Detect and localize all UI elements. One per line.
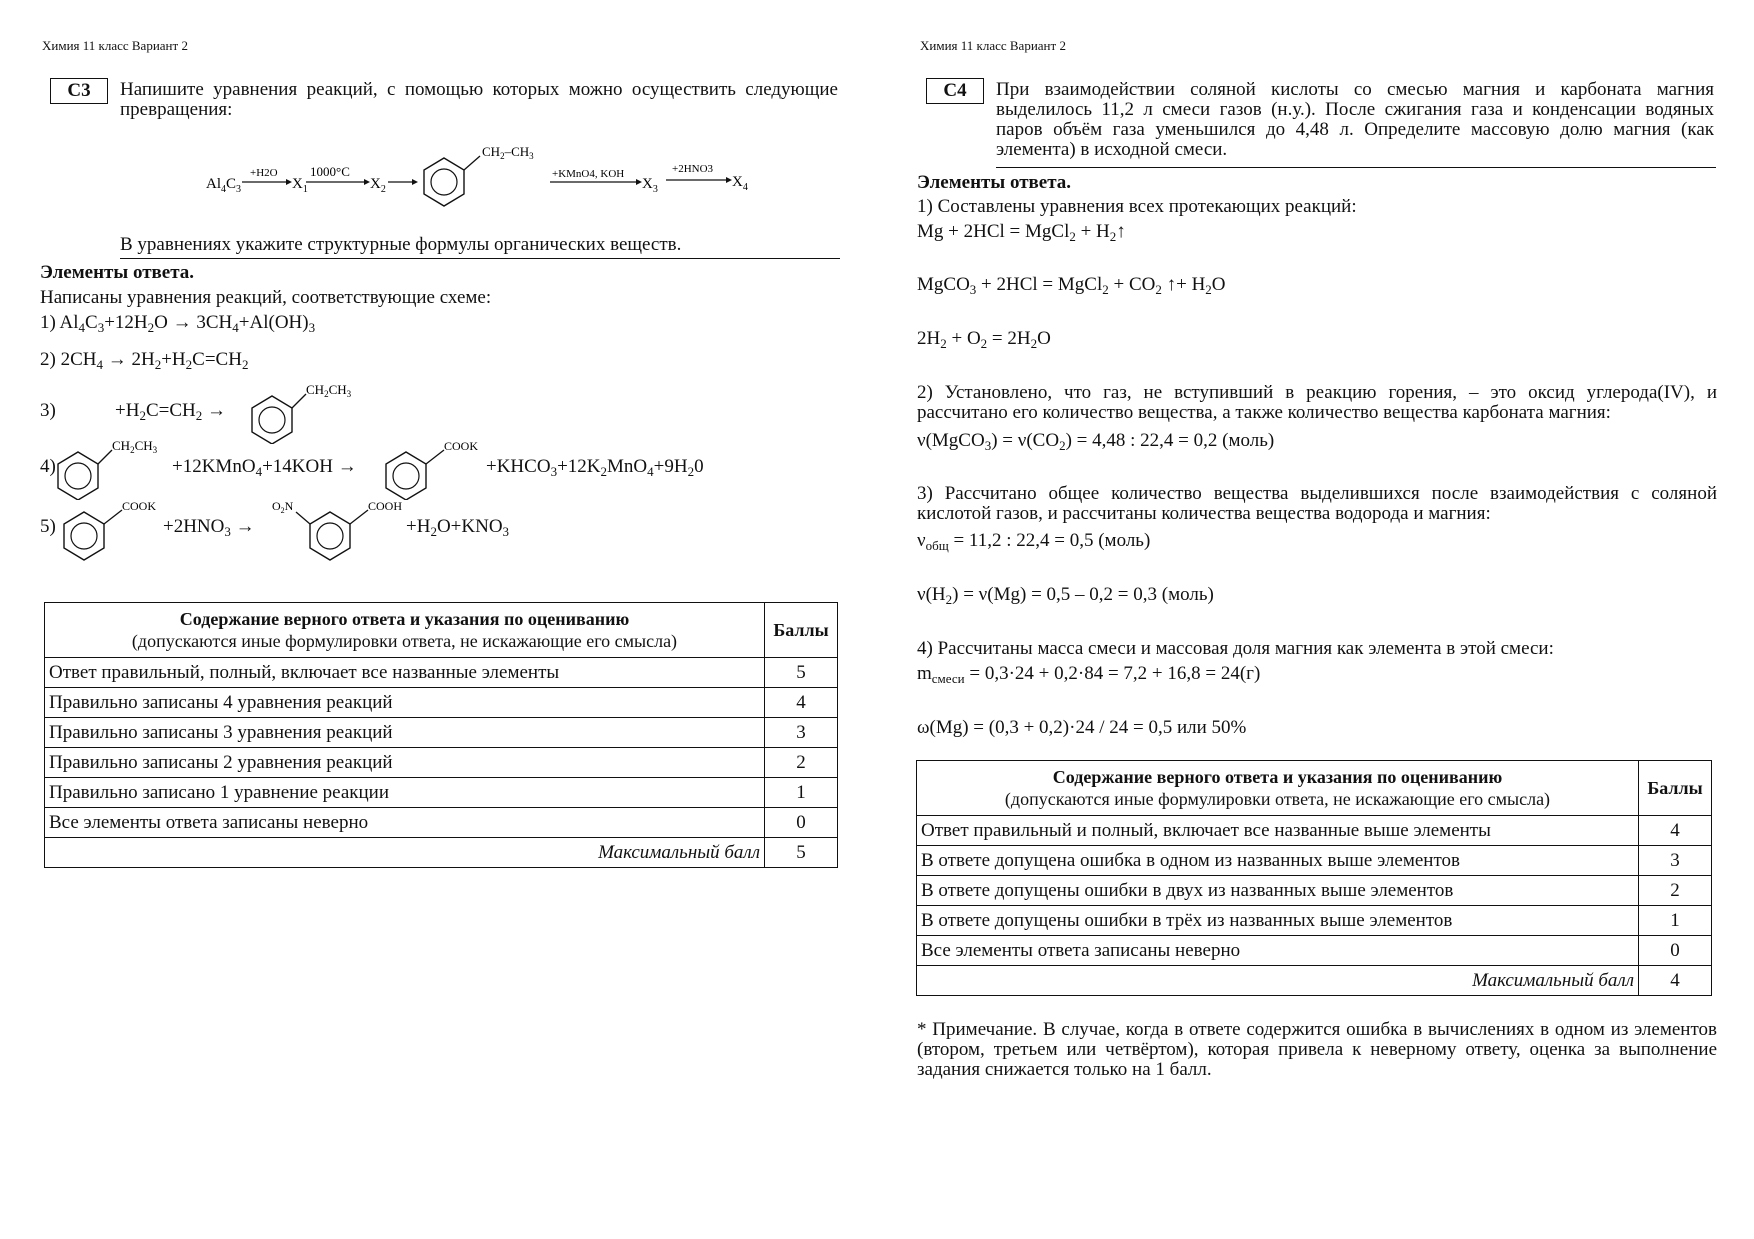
- divider: [996, 167, 1716, 168]
- table-row: Ответ правильный и полный, включает все названные выше элементы 4: [917, 816, 1712, 846]
- answer-title: Элементы ответа.: [40, 262, 195, 283]
- table-row: Правильно записано 1 уравнение реакции 1: [45, 778, 838, 808]
- step-2: 2) Установлено, что газ, не вступивший в реакцию горения, – это оксид углерода(IV), и рассчитано его количество вещества, а также количество вещества карбоната магния:: [917, 382, 1717, 423]
- benzoate-reactant: [60, 496, 170, 562]
- svg-text:COOK: COOK: [122, 499, 157, 513]
- table-row: Ответ правильный, полный, включает все названные элементы 5: [45, 658, 838, 688]
- step-3: 3) Рассчитано общее количество вещества выделившихся после взаимодействия с соляной кислотой газов, и рассчитаны количества вещества водорода и магния:: [917, 483, 1717, 524]
- svg-text:1000°C: 1000°C: [310, 164, 350, 179]
- equation-1: 1) $Al_4C_3+12H_2O \to 3CH_4+Al(OH)_3$: [40, 312, 316, 335]
- equation-5-products: $+H_2O+KNO_3$: [406, 516, 510, 539]
- svg-text:+KMnO4, KOH: +KMnO4, KOH: [552, 168, 625, 180]
- calc-3a: $\nu_{общ} = 11,2$ : 22,4 = 0,5 (моль): [917, 530, 1151, 553]
- equation-2: 2) $2CH_4 \to 2H_2+H_2C=CH_2$: [40, 349, 249, 372]
- calc-4a: $m_{смеси} = 0,3\cdot 24 + 0,2\cdot 84 = 7,2 + 16,8 = 24(г)$: [917, 663, 1261, 686]
- step-4: 4) Рассчитаны масса смеси и массовая доля магния как элемента в этой смеси:: [917, 638, 1554, 659]
- svg-text:X3: $X_3$: [642, 176, 658, 195]
- table-row: Правильно записаны 3 уравнения реакций 3: [45, 718, 838, 748]
- equation-4-reagents: +12KMnO$_4$+14KOH →: [172, 456, 357, 479]
- calc-3b: $\nu(H_2) = \nu(Mg) = 0,5 - 0,2 = 0,3$ (моль): [917, 584, 1214, 607]
- ethylbenzene-reactant: [54, 436, 174, 500]
- table-row: В ответе допущены ошибки в двух из названных выше элементов 2: [917, 876, 1712, 906]
- reaction-3: $2H_2 + O_2 = 2H_2O$: [917, 328, 1051, 351]
- table-row: В ответе допущены ошибки в трёх из названных выше элементов 1: [917, 906, 1712, 936]
- task-id-c4: С4: [926, 78, 984, 104]
- nitrobenzoic-acid: [270, 496, 410, 562]
- task-c3-text: Напишите уравнения реакций, с помощью которых можно осуществить следующие превращения:: [120, 79, 838, 120]
- note: * Примечание. В случае, когда в ответе содержится ошибка в вычислениях в одном из элементов (втором, третьем или четвёртом), которая привела к неверному ответу, оценка за выполнение задания снижается только на 1 балл.: [917, 1019, 1717, 1080]
- ethylbenzene-product: [248, 382, 388, 444]
- svg-text:X2: $X_2$: [370, 176, 386, 195]
- task-id-c3: С3: [50, 78, 108, 104]
- calc-4b: ω(Mg) = (0,3 + 0,2)·24 / 24 = 0,5 или 50%: [917, 717, 1247, 738]
- svg-text:O2N: $O_2N$: [272, 499, 294, 515]
- svg-text:CH2CH3: $CH_2CH_3$: [112, 438, 158, 455]
- equation-3-number: 3): [40, 400, 56, 421]
- table-row: Правильно записаны 2 уравнения реакций 2: [45, 748, 838, 778]
- equation-5-number: 5): [40, 516, 56, 537]
- equation-5-reagents: $+2HNO_3$ →: [163, 516, 255, 539]
- grading-table-c4: [916, 760, 1712, 996]
- table-header-points: Баллы: [1639, 761, 1712, 816]
- reaction-scheme: [200, 140, 760, 216]
- table-max-row: Максимальный балл 5: [45, 838, 838, 868]
- table-row: Правильно записаны 4 уравнения реакций 4: [45, 688, 838, 718]
- grading-table-c3: [44, 602, 838, 868]
- divider: [120, 258, 840, 259]
- table-max-row: Максимальный балл 4: [917, 966, 1712, 996]
- table-row: В ответе допущена ошибка в одном из названных выше элементов 3: [917, 846, 1712, 876]
- svg-text:X4: $X_4$: [732, 174, 748, 193]
- answer-title-c4: Элементы ответа.: [917, 172, 1072, 193]
- right-page-header: Химия 11 класс Вариант 2: [920, 38, 1066, 53]
- instruction-text: В уравнениях укажите структурные формулы органических веществ.: [120, 234, 682, 255]
- table-header-content: Содержание верного ответа и указания по оцениванию (допускаются иные формулировки ответа, не искажающие его смысла): [45, 603, 765, 658]
- table-row: Все элементы ответа записаны неверно 0: [917, 936, 1712, 966]
- left-page-header: Химия 11 класс Вариант 2: [42, 38, 188, 53]
- equation-4-products: $+KHCO_3+12K_2MnO_4+9H_20$: [486, 456, 704, 479]
- table-header-points: Баллы: [765, 603, 838, 658]
- svg-text:+H2O: +H2O: [250, 167, 278, 179]
- svg-text:+2HNO3: +2HNO3: [672, 163, 714, 175]
- equation-3-text: $+H_2C=CH_2$ →: [115, 400, 226, 423]
- ethylbenzene-ring: [424, 156, 480, 206]
- svg-text:CH2–CH3: $CH_2-CH_3$: [482, 144, 534, 161]
- step-1: 1) Составлены уравнения всех протекающих реакций:: [917, 196, 1357, 217]
- table-header-content: Содержание верного ответа и указания по оцениванию (допускаются иные формулировки ответа, не искажающие его смысла): [917, 761, 1639, 816]
- reaction-1: Mg + 2HCl = MgCl$_2$ + $H_2↑$: [917, 221, 1126, 244]
- calc-2: ν(MgCO$_3$) = $\nu(CO_2) = 4,48$ : 22,4 = 0,2 (моль): [917, 430, 1275, 453]
- svg-text:Al4C3: $Al_4C_3$: [206, 176, 242, 195]
- table-row: Все элементы ответа записаны неверно 0: [45, 808, 838, 838]
- answer-intro: Написаны уравнения реакций, соответствующие схеме:: [40, 287, 492, 308]
- svg-text:COOH: COOH: [368, 499, 403, 513]
- equation-4-number: 4): [40, 456, 56, 477]
- svg-text:X1: $X_1$: [292, 176, 308, 195]
- svg-text:COOK: COOK: [444, 439, 479, 453]
- reaction-2: MgCO$_3$ + 2HCl = MgCl$_2$ + $CO_2$ ↑+ $H_2O$: [917, 274, 1226, 297]
- potassium-benzoate: [382, 436, 492, 500]
- svg-text:CH2CH3: $CH_2CH_3$: [306, 382, 352, 399]
- task-c4-text: При взаимодействии соляной кислоты со смесью магния и карбоната магния выделилось 11,2 л смеси газов (н.у.). После сжигания газа и конденсации водяных паров объём газа уменьшился до 4,48 л. Определите массовую долю магния (как элемента) в исходной смеси.: [996, 79, 1714, 160]
